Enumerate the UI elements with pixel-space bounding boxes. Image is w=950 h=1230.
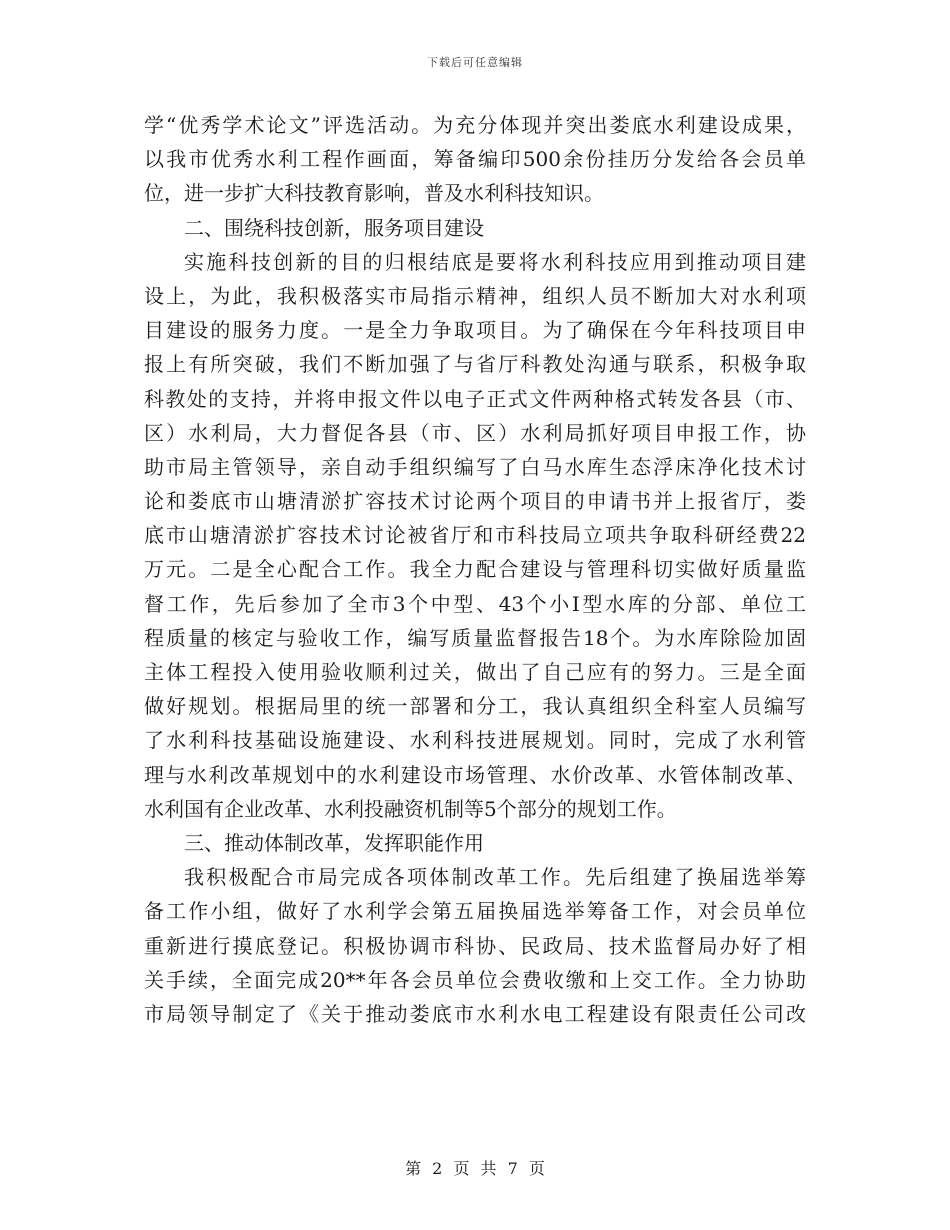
text-line: 报上有所突破，我们不断加强了与省厅科教处沟通与联系，积极争取: [144, 352, 806, 377]
text-line: 主体工程投入使用验收顺利过关，做出了自己应有的努力。三是全面: [144, 660, 806, 684]
text-line: 重新进行摸底登记。积极协调市科协、民政局、技术监督局办好了相: [144, 933, 806, 958]
section-heading: 三、推动体制改革，发挥职能作用: [184, 830, 484, 855]
text-line: 学“优秀学术论文”评选活动。为充分体现并突出娄底水利建设成果，: [144, 113, 806, 137]
text-line: 督工作，先后参加了全市3个中型、43个小Ⅰ型水库的分部、单位工: [144, 591, 806, 616]
text-line: 区）水利局，大力督促各县（市、区）水利局抓好项目申报工作，协: [144, 420, 806, 445]
text-line: 设上，为此，我积极落实市局指示精神，组织人员不断加大对水利项: [144, 283, 806, 308]
text-line: 备工作小组，做好了水利学会第五届换届选举筹备工作，对会员单位: [144, 899, 806, 924]
text-line: 底市山塘清淤扩容技术讨论被省厅和市科技局立项共争取科研经费22: [144, 523, 806, 548]
text-line: 助市局主管领导，亲自动手组织编写了白马水库生态浮床净化技术讨: [144, 454, 806, 479]
text-line: 位，进一步扩大科技教育影响，普及水利科技知识。: [144, 181, 604, 206]
text-line: 科教处的支持，并将申报文件以电子正式文件两种格式转发各县（市、: [144, 386, 806, 411]
text-line: 论和娄底市山塘清淤扩容技术讨论两个项目的申请书并上报省厅，娄: [144, 489, 806, 514]
text-line: 水利国有企业改革、水利投融资机制等5个部分的规划工作。: [144, 796, 677, 821]
text-line: 我积极配合市局完成各项体制改革工作。先后组建了换届选举筹: [184, 865, 806, 890]
page-header-note: 下载后可任意编辑: [427, 56, 523, 69]
text-line: 程质量的核定与验收工作，编写质量监督报告18个。为水库除险加固: [144, 625, 806, 650]
text-line: 目建设的服务力度。一是全力争取项目。为了确保在今年科技项目申: [144, 318, 806, 343]
text-line: 了水利科技基础设施建设、水利科技进展规划。同时，完成了水利管: [144, 728, 806, 753]
page-footer: 第 2 页 共 7 页: [405, 1159, 545, 1178]
section-heading: 二、围绕科技创新，服务项目建设: [184, 215, 484, 240]
document-body: [144, 108, 806, 1031]
text-line: 关手续，全面完成20**年各会员单位会费收缴和上交工作。全力协助: [144, 967, 806, 992]
text-line: 理与水利改革规划中的水利建设市场管理、水价改革、水管体制改革、: [144, 762, 806, 787]
text-line: 万元。二是全心配合工作。我全力配合建设与管理科切实做好质量监: [144, 557, 806, 582]
text-line: 实施科技创新的目的归根结底是要将水利科技应用到推动项目建: [184, 249, 806, 274]
text-line: 做好规划。根据局里的统一部署和分工，我认真组织全科室人员编写: [144, 694, 806, 719]
text-line: 市局领导制定了《关于推动娄底市水利水电工程建设有限责任公司改: [144, 1001, 806, 1026]
text-line: 以我市优秀水利工程作画面，筹备编印500余份挂历分发给各会员单: [144, 147, 806, 172]
